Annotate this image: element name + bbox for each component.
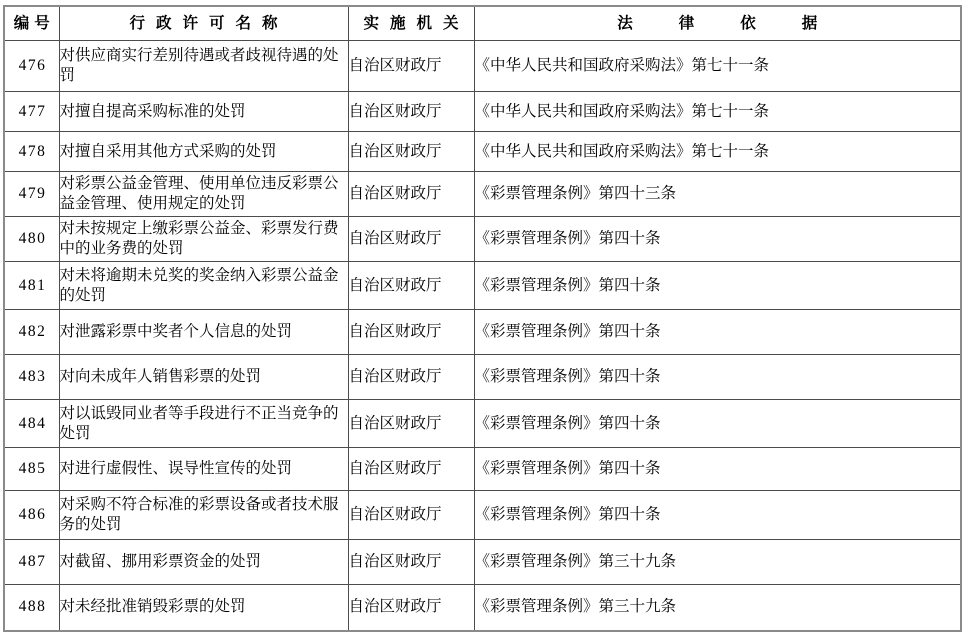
cell-number: 479 <box>4 172 59 217</box>
cell-legal-basis: 《彩票管理条例》第四十三条 <box>474 172 961 217</box>
cell-agency: 自治区财政厅 <box>348 540 474 585</box>
cell-permit-name: 对未将逾期未兑奖的奖金纳入彩票公益金的处罚 <box>59 262 348 310</box>
cell-number: 485 <box>4 448 59 491</box>
cell-legal-basis: 《中华人民共和国政府采购法》第七十一条 <box>474 41 961 92</box>
cell-agency: 自治区财政厅 <box>348 92 474 132</box>
cell-legal-basis: 《中华人民共和国政府采购法》第七十一条 <box>474 92 961 132</box>
header-agency: 实施机关 <box>348 6 474 41</box>
cell-permit-name: 对彩票公益金管理、使用单位违反彩票公益金管理、使用规定的处罚 <box>59 172 348 217</box>
cell-agency: 自治区财政厅 <box>348 172 474 217</box>
table-row <box>4 172 961 217</box>
cell-number: 483 <box>4 355 59 400</box>
cell-legal-basis: 《彩票管理条例》第四十条 <box>474 262 961 310</box>
cell-number: 476 <box>4 41 59 92</box>
cell-permit-name: 对向未成年人销售彩票的处罚 <box>59 355 348 400</box>
table-row <box>4 92 961 132</box>
cell-legal-basis: 《彩票管理条例》第四十条 <box>474 217 961 262</box>
table-row <box>4 491 961 540</box>
cell-number: 480 <box>4 217 59 262</box>
cell-number: 481 <box>4 262 59 310</box>
cell-number: 484 <box>4 400 59 448</box>
cell-agency: 自治区财政厅 <box>348 400 474 448</box>
cell-agency: 自治区财政厅 <box>348 585 474 631</box>
cell-legal-basis: 《彩票管理条例》第四十条 <box>474 355 961 400</box>
cell-legal-basis: 《彩票管理条例》第四十条 <box>474 400 961 448</box>
cell-permit-name: 对采购不符合标准的彩票设备或者技术服务的处罚 <box>59 491 348 540</box>
cell-permit-name: 对泄露彩票中奖者个人信息的处罚 <box>59 310 348 355</box>
cell-agency: 自治区财政厅 <box>348 355 474 400</box>
cell-number: 478 <box>4 132 59 172</box>
cell-agency: 自治区财政厅 <box>348 41 474 92</box>
cell-number: 488 <box>4 585 59 631</box>
cell-agency: 自治区财政厅 <box>348 448 474 491</box>
cell-permit-name: 对以诋毁同业者等手段进行不正当竞争的处罚 <box>59 400 348 448</box>
cell-agency: 自治区财政厅 <box>348 310 474 355</box>
cell-number: 477 <box>4 92 59 132</box>
cell-legal-basis: 《彩票管理条例》第四十条 <box>474 491 961 540</box>
table-row <box>4 448 961 491</box>
table-header-row <box>4 6 961 41</box>
cell-permit-name: 对擅自采用其他方式采购的处罚 <box>59 132 348 172</box>
permits-table <box>3 5 962 632</box>
table-row <box>4 400 961 448</box>
table-row <box>4 540 961 585</box>
cell-permit-name: 对未经批准销毁彩票的处罚 <box>59 585 348 631</box>
cell-number: 486 <box>4 491 59 540</box>
cell-legal-basis: 《彩票管理条例》第三十九条 <box>474 585 961 631</box>
header-legal-basis: 法律依据 <box>474 6 961 41</box>
table-row <box>4 41 961 92</box>
cell-legal-basis: 《彩票管理条例》第四十条 <box>474 310 961 355</box>
table-row <box>4 310 961 355</box>
cell-legal-basis: 《彩票管理条例》第四十条 <box>474 448 961 491</box>
cell-agency: 自治区财政厅 <box>348 491 474 540</box>
table-row <box>4 217 961 262</box>
cell-agency: 自治区财政厅 <box>348 132 474 172</box>
header-permit-name: 行政许可名称 <box>59 6 348 41</box>
table-row <box>4 132 961 172</box>
cell-permit-name: 对进行虚假性、误导性宣传的处罚 <box>59 448 348 491</box>
table-row <box>4 355 961 400</box>
cell-permit-name: 对擅自提高采购标准的处罚 <box>59 92 348 132</box>
cell-permit-name: 对截留、挪用彩票资金的处罚 <box>59 540 348 585</box>
cell-agency: 自治区财政厅 <box>348 262 474 310</box>
cell-permit-name: 对未按规定上缴彩票公益金、彩票发行费中的业务费的处罚 <box>59 217 348 262</box>
cell-agency: 自治区财政厅 <box>348 217 474 262</box>
header-number: 编号 <box>4 6 59 41</box>
table-row <box>4 262 961 310</box>
cell-legal-basis: 《中华人民共和国政府采购法》第七十一条 <box>474 132 961 172</box>
table-row <box>4 585 961 631</box>
cell-permit-name: 对供应商实行差别待遇或者歧视待遇的处罚 <box>59 41 348 92</box>
cell-legal-basis: 《彩票管理条例》第三十九条 <box>474 540 961 585</box>
cell-number: 487 <box>4 540 59 585</box>
cell-number: 482 <box>4 310 59 355</box>
